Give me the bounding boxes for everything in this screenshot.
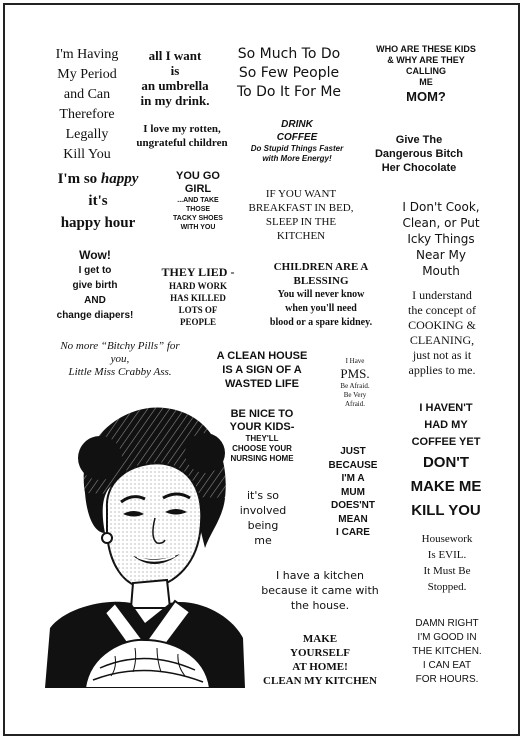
quote-line: change diapers! [56, 310, 134, 321]
quote-line: DOES'NT [330, 500, 376, 511]
quote-line: I understand [412, 288, 472, 302]
quote-damn-right [400, 617, 494, 687]
quote-line: it's [88, 193, 108, 209]
quote-line: I CAN EAT [422, 660, 472, 671]
quote-line: ...AND TAKE [177, 197, 219, 204]
quote-line: I Have [345, 357, 365, 365]
quote-line: Be Very [343, 391, 367, 399]
quote-just-because [315, 445, 391, 540]
quote-line: AT HOME! [292, 661, 348, 673]
quote-line: IF YOU WANT [265, 188, 337, 200]
quote-line: I'm Having [55, 47, 119, 62]
quote-line: Her Chocolate [381, 162, 457, 174]
quote-line: A CLEAN HOUSE [216, 350, 308, 362]
quote-line: BREAKFAST IN BED, [248, 202, 354, 214]
quote-line: Clean, or Put [402, 216, 480, 230]
quote-line: FOR HOURS. [415, 674, 479, 685]
quote-line: applies to me. [408, 363, 476, 377]
quote-line: Give The [395, 134, 443, 146]
quote-who-kids [365, 44, 487, 106]
quote-line: So Much To Do [237, 46, 341, 62]
quote-line: the house. [290, 599, 350, 612]
quote-line: Legally [65, 127, 109, 142]
quote-line: CLEANING, [409, 333, 475, 347]
quote-line: CALLING [406, 66, 446, 76]
quote-line: give birth [72, 280, 118, 291]
quote-breakfast [243, 187, 359, 243]
quote-line: I'M A [341, 473, 365, 484]
quote-line: My Period [57, 67, 117, 82]
quote-line: MAKE [302, 633, 338, 645]
quote-line: JUST [340, 446, 366, 457]
quote-line: Is EVIL. [427, 549, 467, 561]
quote-line: THE KITCHEN. [412, 646, 482, 657]
quote-line: BE NICE TO [230, 408, 294, 420]
quote-line: an umbrella [141, 78, 209, 93]
quote-line: Do Stupid Things Faster [250, 144, 344, 153]
quote-line: when you'll need [285, 303, 357, 314]
quote-line: Be Afraid. [340, 382, 370, 390]
quote-line: blood or a spare kidney. [269, 317, 373, 328]
quote-line: SLEEP IN THE [265, 216, 337, 228]
quote-line: TACKY SHOES [173, 215, 223, 222]
quote-bitchy-pills [40, 340, 200, 379]
quote-line: WHO ARE THESE KIDS [376, 44, 476, 54]
quote-line: just not as it [412, 348, 472, 362]
quote-you-go-girl [155, 170, 241, 232]
quote-wow [45, 248, 145, 323]
quote-drink-coffee [243, 118, 351, 164]
quote-line: Little Miss Crabby Ass. [68, 366, 172, 378]
quote-blessing [253, 260, 389, 330]
quote-line: To Do It For Me [236, 84, 342, 100]
quote-line: I Don't Cook, [402, 200, 480, 214]
quote-fragment: happy [100, 171, 139, 187]
quote-dangerous [352, 133, 486, 175]
quote-line: MOM? [406, 89, 446, 104]
quote-line: I HAVEN'T [419, 402, 473, 414]
quote-line: MEAN [338, 513, 368, 525]
quote-line: I love my rotten, [143, 123, 221, 135]
quote-line: YOURSELF [290, 647, 350, 659]
quote-dont-cook [390, 199, 492, 279]
quote-line: ME [419, 77, 433, 87]
quote-line: BECAUSE [328, 459, 378, 471]
quote-understand [392, 288, 492, 378]
quote-line: you, [110, 353, 130, 365]
quote-line: NURSING HOME [230, 454, 294, 463]
quote-line: HARD WORK [168, 281, 228, 291]
quote-line: in my drink. [140, 93, 210, 108]
quote-line: CHILDREN ARE A [273, 261, 369, 273]
quote-line: DON'T [422, 454, 470, 471]
quote-line: because it came with [261, 584, 379, 597]
quote-coffee-yet [395, 400, 497, 523]
quote-line: Therefore [59, 107, 115, 122]
quote-kitchen [250, 568, 390, 613]
quote-line: I have a kitchen [276, 569, 364, 582]
quote-line: the concept of [408, 303, 476, 317]
quote-line: MAKE ME [410, 478, 482, 495]
quote-line: THOSE [185, 206, 211, 213]
quote-fragment: I'm so [57, 171, 101, 187]
quote-line: So Few People [238, 65, 340, 81]
quote-line: I CARE [336, 527, 370, 538]
quote-line: LOTS OF [178, 305, 218, 315]
quote-line: Wow! [79, 248, 111, 262]
quote-line: COOKING & [408, 318, 476, 332]
quote-line: It Must Be [423, 565, 471, 577]
quote-line: all I want [148, 48, 202, 63]
quote-line: Housework [421, 533, 473, 545]
quote-clean-house [203, 349, 321, 391]
quote-line: Afraid. [344, 400, 366, 408]
quote-line: WITH YOU [180, 224, 216, 231]
quote-umbrella [130, 48, 220, 108]
quote-line: YOUR KIDS- [229, 421, 295, 433]
quote-line: me [254, 534, 272, 547]
quote-line: DRINK [281, 119, 313, 130]
retro-housewife-illustration [45, 398, 245, 688]
quote-pms [327, 357, 383, 409]
quote-line: Stopped. [427, 581, 467, 593]
quote-line: PMS. [340, 366, 370, 381]
quote-line: GIRL [184, 183, 212, 195]
quote-rotten [123, 122, 241, 150]
quote-line: I get to [78, 265, 112, 276]
quote-make-yourself [250, 632, 390, 688]
quote-line: being [247, 519, 279, 532]
quote-line: WASTED LIFE [225, 378, 299, 390]
quote-line: THEY LIED - [161, 265, 235, 279]
quote-line: Kill You [63, 147, 111, 162]
quote-line: is [170, 63, 180, 78]
quote-line: COFFEE [276, 132, 318, 143]
quote-period [42, 45, 132, 165]
quote-line: No more “Bitchy Pills” for [60, 340, 180, 352]
quote-line: AND [84, 295, 106, 306]
quote-line: KILL YOU [411, 502, 481, 519]
quote-line [42, 168, 154, 190]
quote-line: it's so [246, 489, 280, 502]
quote-line: I'M GOOD IN [417, 632, 477, 643]
quote-line: COFFEE YET [411, 436, 481, 448]
quote-line: with More Energy! [262, 154, 332, 163]
quote-line: IS A SIGN OF A [222, 364, 302, 376]
quote-line: Mouth [422, 264, 460, 278]
quote-line: KITCHEN [276, 230, 326, 242]
quote-line: Dangerous Bitch [374, 148, 463, 160]
quote-happy-hour [42, 168, 154, 234]
quote-line: You will never know [277, 289, 365, 300]
quote-line: HAS KILLED [170, 293, 226, 303]
quote-line: Icky Things [407, 232, 475, 246]
quote-line: and Can [63, 87, 111, 102]
quote-line: Near My [416, 248, 466, 262]
quote-line: DAMN RIGHT [415, 618, 479, 629]
quote-line: MUM [341, 486, 365, 498]
quote-much-to-do [228, 45, 350, 102]
quote-line: YOU GO [175, 170, 220, 182]
quote-line: BLESSING [293, 275, 349, 287]
quote-line: & WHY ARE THEY [387, 55, 465, 65]
quote-housework [402, 531, 492, 595]
quote-line: CLEAN MY KITCHEN [263, 675, 377, 687]
quote-line: CHOOSE YOUR [232, 444, 292, 453]
quote-line: happy hour [60, 215, 136, 231]
quote-line: PEOPLE [179, 317, 216, 327]
quote-line: involved [239, 504, 287, 517]
quote-they-lied [152, 265, 244, 328]
quote-line: THEY'LL [245, 434, 279, 443]
quote-line: HAD MY [424, 419, 468, 431]
quote-line: ungrateful children [136, 137, 228, 149]
